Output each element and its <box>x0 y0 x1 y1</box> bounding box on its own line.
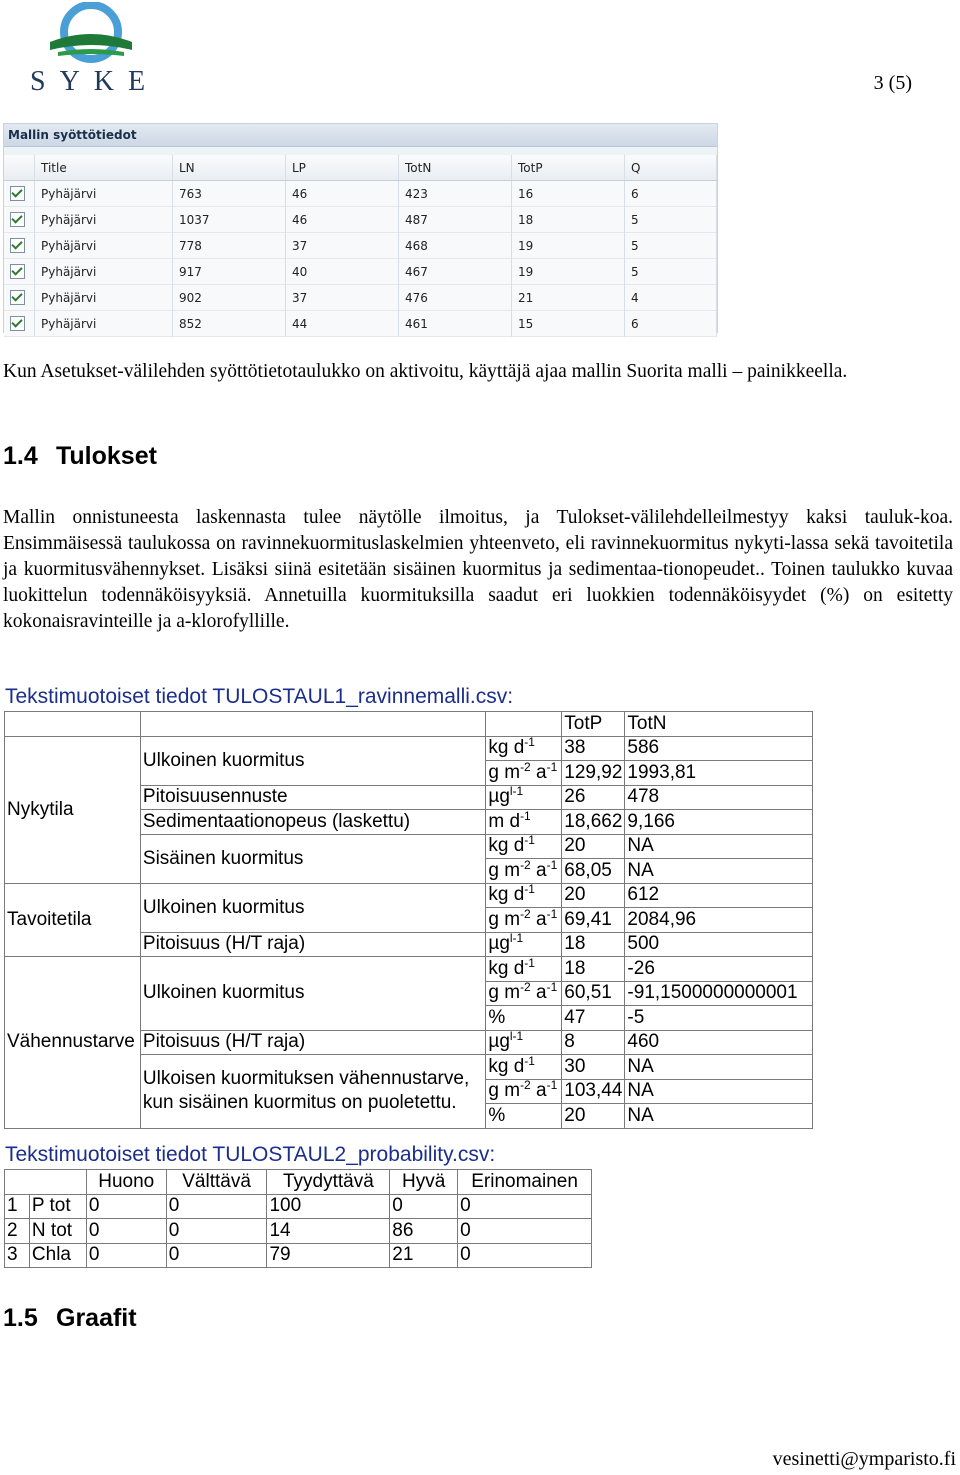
column-header[interactable]: Title <box>35 155 173 181</box>
unit-cell: g $m^{-2}$ $a^{-1}$ <box>486 908 562 933</box>
input-data-panel <box>3 123 718 333</box>
table-cell: 0 <box>86 1219 166 1244</box>
unit-cell: g $m^{-2}$ $a^{-1}$ <box>486 859 562 884</box>
group-label: Tavoitetila <box>5 883 141 957</box>
row-label: Ulkoinen kuormitus <box>140 736 485 785</box>
table-cell: 129,92 <box>562 761 625 786</box>
unit-cell: g $m^{-2}$ $a^{-1}$ <box>486 981 562 1006</box>
table-cell: Chla <box>29 1243 86 1268</box>
column-header: Erinomainen <box>458 1170 592 1195</box>
column-header: Huono <box>86 1170 166 1195</box>
table-cell: 852 <box>173 311 286 337</box>
table-row <box>5 957 813 982</box>
table-cell: 423 <box>399 181 512 207</box>
table-cell <box>486 712 562 737</box>
table-row <box>5 1170 592 1195</box>
table-cell: 0 <box>86 1243 166 1268</box>
table-cell: 18,662 <box>562 810 625 835</box>
section-title: Graafit <box>56 1304 137 1332</box>
section-title: Tulokset <box>56 442 157 470</box>
table-cell: 2084,96 <box>625 908 813 933</box>
table-cell: 19 <box>512 259 625 285</box>
table-cell <box>5 712 141 737</box>
unit-cell: µg$^{l-1}$ <box>486 932 562 957</box>
group-label: Vähennustarve <box>5 957 141 1129</box>
table-row <box>4 259 717 285</box>
table-cell: 60,51 <box>562 981 625 1006</box>
table-cell: TotP <box>562 712 625 737</box>
paragraph-intro: Kun Asetukset-välilehden syöttötietotaulukko on aktivoitu, käyttäjä ajaa mallin Suorita malli – painikkeella. <box>3 361 848 382</box>
unit-cell: % <box>486 1006 562 1031</box>
unit-cell: kg $d^{-1}$ <box>486 957 562 982</box>
table-cell: NA <box>625 859 813 884</box>
table-cell: 468 <box>399 233 512 259</box>
unit-cell: m $d^{-1}$ <box>486 810 562 835</box>
table-cell: 0 <box>458 1194 592 1219</box>
table-cell: 500 <box>625 932 813 957</box>
table-cell: 5 <box>625 207 717 233</box>
table-row <box>4 207 717 233</box>
row-label: Sisäinen kuormitus <box>140 834 485 883</box>
row-label: Ulkoinen kuormitus <box>140 957 485 1031</box>
table-cell: 69,41 <box>562 908 625 933</box>
row-label-line: Ulkoisen kuormituksen vähennustarve, <box>142 1068 470 1090</box>
table-cell: 902 <box>173 285 286 311</box>
row-label <box>140 1055 485 1129</box>
unit-cell: g $m^{-2}$ $a^{-1}$ <box>486 761 562 786</box>
table-cell: 6 <box>625 311 717 337</box>
column-header[interactable]: TotP <box>512 155 625 181</box>
column-header: Tyydyttävä <box>267 1170 390 1195</box>
column-header: Välttävä <box>166 1170 267 1195</box>
table-cell: 1037 <box>173 207 286 233</box>
table-cell: 460 <box>625 1030 813 1055</box>
table-cell: NA <box>625 1104 813 1129</box>
table-cell: 20 <box>562 834 625 859</box>
table-cell: 612 <box>625 883 813 908</box>
paragraph-results: Mallin onnistuneesta laskennasta tulee näytölle ilmoitus, ja Tulokset-välilehdelleilmestyy kaksi tauluk-koa. Ensimmäisessä taulukossa on ravinnekuormituslaskelmien yhteenveto, eli ravinnekuormitus nykyti-lassa sekä tavoitetila ja kuormitusvähennykset. Lisäksi siinä esitetään sisäinen kuormitus ja sedimentaa-tionopeudet.. Toinen taulukko kuvaa luokittelun todennäköisyyksiä. Annetuilla kuormituksilla saadut eri luokkien todennäköisyydet (%) on esitetty kokonaisravinteille ja a-klorofyllille. <box>3 507 953 632</box>
unit-cell: µg$^{l-1}$ <box>486 785 562 810</box>
table-cell: Pyhäjärvi <box>35 207 173 233</box>
section-number: 1.5 <box>3 1304 38 1332</box>
row-label-line: kun sisäinen kuormitus on puoletettu. <box>142 1092 457 1114</box>
row-label: Pitoisuus (H/T raja) <box>140 932 485 957</box>
group-label: Nykytila <box>5 736 141 883</box>
table-cell: 586 <box>625 736 813 761</box>
row-checkbox[interactable] <box>10 264 25 279</box>
table-cell: Pyhäjärvi <box>35 233 173 259</box>
table-cell: 68,05 <box>562 859 625 884</box>
table-row <box>4 311 717 337</box>
table-cell: 86 <box>390 1219 458 1244</box>
table-cell: 47 <box>562 1006 625 1031</box>
table-cell: 0 <box>166 1243 267 1268</box>
column-header: Hyvä <box>390 1170 458 1195</box>
table-cell: 2 <box>5 1219 30 1244</box>
unit-cell: µg$^{l-1}$ <box>486 1030 562 1055</box>
table-cell: Pyhäjärvi <box>35 285 173 311</box>
table-row <box>5 1194 592 1219</box>
unit-cell: g $m^{-2}$ $a^{-1}$ <box>486 1079 562 1104</box>
table-cell: P tot <box>29 1194 86 1219</box>
table-cell: 3 <box>5 1243 30 1268</box>
table-cell: 79 <box>267 1243 390 1268</box>
row-checkbox[interactable] <box>10 212 25 227</box>
row-checkbox[interactable] <box>10 238 25 253</box>
table2-title: Tekstimuotoiset tiedot TULOSTAUL2_probability.csv: <box>5 1143 496 1166</box>
table-row <box>5 1243 592 1268</box>
row-label: Ulkoinen kuormitus <box>140 883 485 932</box>
row-checkbox[interactable] <box>10 290 25 305</box>
table-cell: Pyhäjärvi <box>35 181 173 207</box>
table-cell: 8 <box>562 1030 625 1055</box>
table-row <box>4 285 717 311</box>
table-cell: -91,1500000000001 <box>625 981 813 1006</box>
table-cell: 0 <box>458 1243 592 1268</box>
table-cell: 103,44 <box>562 1079 625 1104</box>
table-cell: 46 <box>286 207 399 233</box>
unit-cell: kg $d^{-1}$ <box>486 883 562 908</box>
unit-cell: kg $d^{-1}$ <box>486 1055 562 1080</box>
table-header-row <box>4 155 717 181</box>
table-cell: 21 <box>512 285 625 311</box>
table-cell: 478 <box>625 785 813 810</box>
table-cell: Pyhäjärvi <box>35 259 173 285</box>
table-cell: NA <box>625 1079 813 1104</box>
logo-text: SYKE <box>30 66 160 97</box>
table-cell: 0 <box>390 1194 458 1219</box>
table-row <box>5 1219 592 1244</box>
table-cell: 476 <box>399 285 512 311</box>
table-cell: -5 <box>625 1006 813 1031</box>
table-cell: 46 <box>286 181 399 207</box>
table-cell: 5 <box>625 259 717 285</box>
unit-cell: % <box>486 1104 562 1129</box>
row-label: Pitoisuus (H/T raja) <box>140 1030 485 1055</box>
table-cell: 19 <box>512 233 625 259</box>
table-cell: 917 <box>173 259 286 285</box>
table-cell: 0 <box>458 1219 592 1244</box>
table-row <box>5 712 813 737</box>
input-data-table <box>4 155 717 337</box>
table-cell: 5 <box>625 233 717 259</box>
table-cell: 1 <box>5 1194 30 1219</box>
table-cell: 18 <box>512 207 625 233</box>
table-cell: 4 <box>625 285 717 311</box>
results-table-2 <box>4 1169 592 1268</box>
table-row <box>5 883 813 908</box>
table-cell: 18 <box>562 957 625 982</box>
row-checkbox[interactable] <box>10 316 25 331</box>
select-column-header <box>4 155 35 181</box>
table-cell <box>5 1170 87 1195</box>
table-cell: 0 <box>166 1194 267 1219</box>
table-row <box>5 736 813 761</box>
table-cell: Pyhäjärvi <box>35 311 173 337</box>
table-cell: 16 <box>512 181 625 207</box>
table-cell: NA <box>625 1055 813 1080</box>
footer-email: vesinetti@ymparisto.fi <box>772 1448 956 1470</box>
table-cell: 15 <box>512 311 625 337</box>
table-cell: 30 <box>562 1055 625 1080</box>
table-row <box>4 233 717 259</box>
table-cell: -26 <box>625 957 813 982</box>
table-cell: NA <box>625 834 813 859</box>
table-cell: 20 <box>562 1104 625 1129</box>
table-cell: 20 <box>562 883 625 908</box>
panel-title: Mallin syöttötiedot <box>4 124 717 147</box>
table-cell: TotN <box>625 712 813 737</box>
section-number: 1.4 <box>3 442 38 470</box>
table-cell: 44 <box>286 311 399 337</box>
section-heading-tulokset <box>3 442 157 471</box>
section-heading-graafit <box>3 1304 137 1333</box>
table-cell: 778 <box>173 233 286 259</box>
column-header[interactable]: LP <box>286 155 399 181</box>
table-cell: 21 <box>390 1243 458 1268</box>
table-cell: 100 <box>267 1194 390 1219</box>
table-cell: 0 <box>166 1219 267 1244</box>
table1-title: Tekstimuotoiset tiedot TULOSTAUL1_ravinnemalli.csv: <box>5 685 514 708</box>
table-cell: 37 <box>286 285 399 311</box>
row-label: Sedimentaationopeus (laskettu) <box>140 810 485 835</box>
table-cell: 38 <box>562 736 625 761</box>
column-header[interactable]: LN <box>173 155 286 181</box>
unit-cell: kg $d^{-1}$ <box>486 834 562 859</box>
table-cell: 6 <box>625 181 717 207</box>
table-cell <box>140 712 485 737</box>
table-cell: 763 <box>173 181 286 207</box>
row-checkbox[interactable] <box>10 186 25 201</box>
table-cell: 14 <box>267 1219 390 1244</box>
page-number: 3 (5) <box>873 72 912 94</box>
table-cell: 37 <box>286 233 399 259</box>
table-cell: N tot <box>29 1219 86 1244</box>
table-cell: 0 <box>86 1194 166 1219</box>
table-cell: 1993,81 <box>625 761 813 786</box>
unit-cell: kg $d^{-1}$ <box>486 736 562 761</box>
table-cell: 26 <box>562 785 625 810</box>
table-cell: 467 <box>399 259 512 285</box>
row-label: Pitoisuusennuste <box>140 785 485 810</box>
column-header[interactable]: Q <box>625 155 717 181</box>
table-cell: 487 <box>399 207 512 233</box>
table-row <box>4 181 717 207</box>
table-cell: 461 <box>399 311 512 337</box>
table-cell: 18 <box>562 932 625 957</box>
results-table-1 <box>4 711 813 1129</box>
table-cell: 40 <box>286 259 399 285</box>
table-cell: 9,166 <box>625 810 813 835</box>
column-header[interactable]: TotN <box>399 155 512 181</box>
